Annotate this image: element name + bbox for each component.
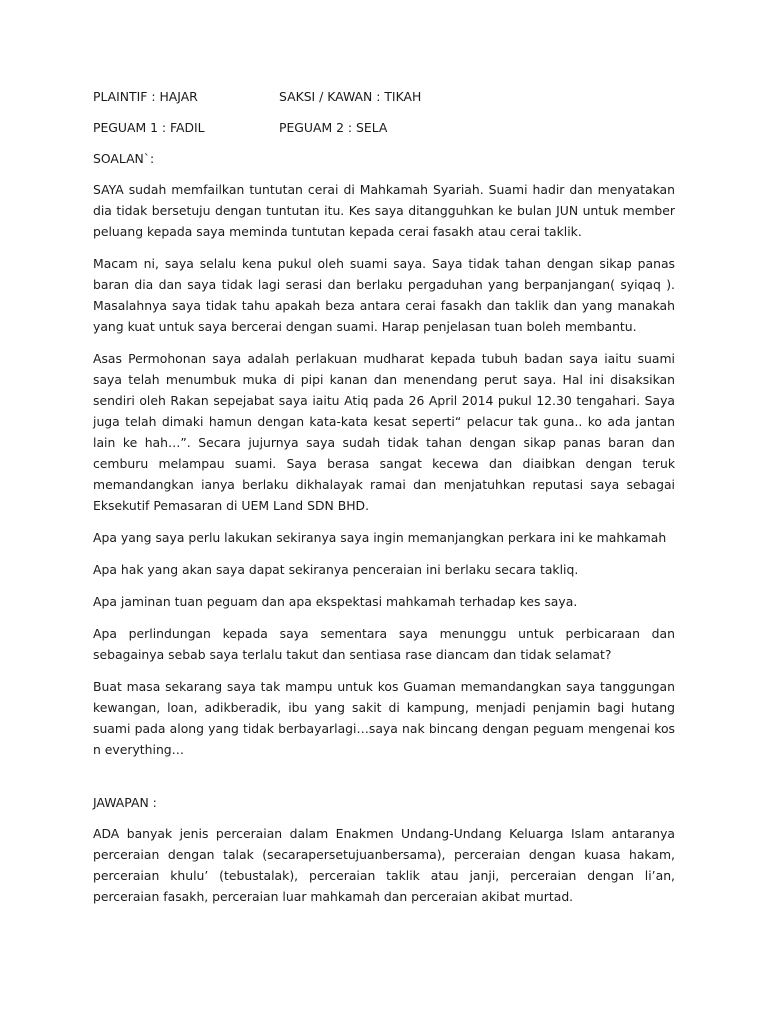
- paragraph-1: SAYA sudah memfailkan tuntutan cerai di Mahkamah Syariah. Suami hadir dan menyatakan dia tidak bersetuju dengan tuntutan itu. Kes saya ditangguhkan ke bulan JUN untuk member peluang kepada saya meminda tuntutan kepada cerai fasakh atau cerai taklik.: [93, 182, 675, 239]
- header-row-1: [93, 86, 675, 107]
- soalan-heading: SOALAN`:: [93, 151, 155, 166]
- jawapan-heading: JAWAPAN :: [93, 795, 157, 810]
- paragraph-5: Apa hak yang akan saya dapat sekiranya penceraian ini berlaku secara takliq.: [93, 562, 579, 577]
- peguam1-label: PEGUAM 1 : FADIL: [93, 120, 205, 135]
- jawapan-paragraph: ADA banyak jenis perceraian dalam Enakmen Undang-Undang Keluarga Islam antaranya perceraian dengan talak (secarapersetujuanbersama), perceraian dengan kuasa hakam, perceraian khulu’ (tebustalak), perceraian taklik atau janji, perceraian dengan li’an, perceraian fasakh, perceraian luar mahkamah dan perceraian akibat murtad.: [93, 826, 675, 904]
- header-row-2: [93, 117, 675, 138]
- paragraph-7: Apa perlindungan kepada saya sementara saya menunggu untuk perbicaraan dan sebagainya sebab saya terlalu takut dan sentiasa rase diancam dan tidak selamat?: [93, 626, 675, 662]
- document-body: [93, 86, 675, 918]
- plaintif-label: PLAINTIF : HAJAR: [93, 89, 198, 104]
- paragraph-8: Buat masa sekarang saya tak mampu untuk kos Guaman memandangkan saya tanggungan kewangan, loan, adikberadik, ibu yang sakit di kampung, menjadi penjamin bagi hutang suami pada along yang tidak berbayarlagi…saya nak bincang dengan peguam mengenai kos n everything…: [93, 679, 675, 757]
- paragraph-3: Asas Permohonan saya adalah perlakuan mudharat kepada tubuh badan saya iaitu suami saya telah menumbuk muka di pipi kanan dan menendang perut saya. Hal ini disaksikan sendiri oleh Rakan sepejabat saya iaitu Atiq pada 26 April 2014 pukul 12.30 tengahari. Saya juga telah dimaki hamun dengan kata-kata kesat seperti“ pelacur tak guna.. ko ada jantan lain ke hah…”. Secara jujurnya saya sudah tidak tahan dengan sikap panas baran dan cemburu melampau suami. Saya berasa sangat kecewa dan diaibkan dengan teruk memandangkan ianya berlaku dikhalayak ramai dan menjatuhkan reputasi saya sebagai Eksekutif Pemasaran di UEM Land SDN BHD.: [93, 351, 675, 513]
- paragraph-2: Macam ni, saya selalu kena pukul oleh suami saya. Saya tidak tahan dengan sikap panas baran dia dan saya tidak lagi serasi dan berlaku pergaduhan yang berpanjangan( syiqaq ). Masalahnya saya tidak tahu apakah beza antara cerai fasakh dan taklik dan yang manakah yang kuat untuk saya bercerai dengan suami. Harap penjelasan tuan boleh membantu.: [93, 256, 675, 334]
- saksi-label: SAKSI / KAWAN : TIKAH: [279, 89, 422, 104]
- peguam2-label: PEGUAM 2 : SELA: [279, 120, 388, 135]
- spacer: [93, 771, 675, 792]
- paragraph-6: Apa jaminan tuan peguam dan apa ekspektasi mahkamah terhadap kes saya.: [93, 594, 578, 609]
- paragraph-4: Apa yang saya perlu lakukan sekiranya saya ingin memanjangkan perkara ini ke mahkamah: [93, 530, 667, 545]
